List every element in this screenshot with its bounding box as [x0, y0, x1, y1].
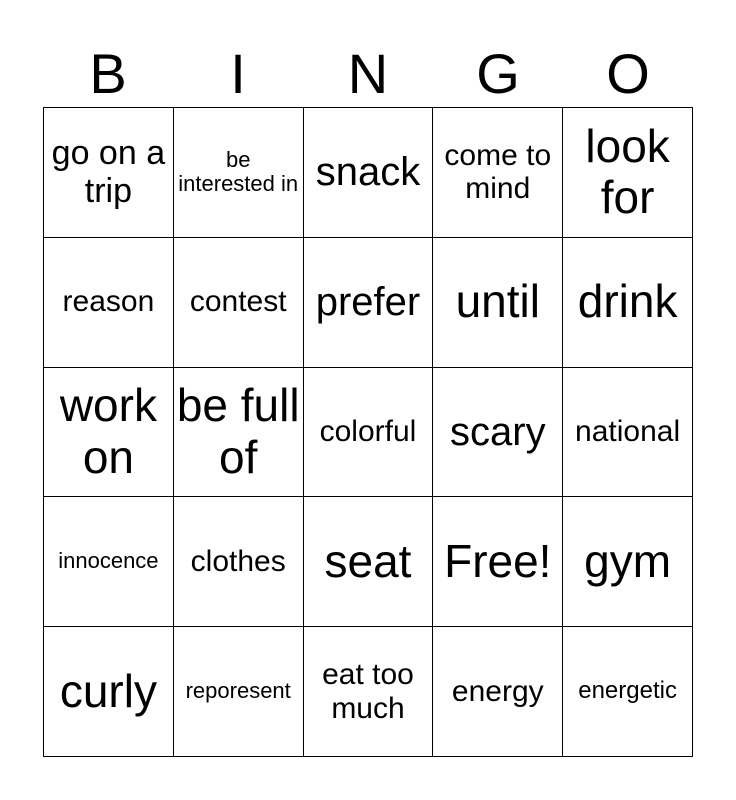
bingo-cell[interactable] — [433, 368, 563, 498]
free-space-cell[interactable] — [433, 497, 563, 627]
bingo-cell[interactable] — [563, 368, 693, 498]
cell-text: innocence — [58, 548, 159, 574]
cell-text: contest — [189, 285, 287, 319]
cell-text: reporesent — [185, 678, 291, 704]
bingo-cell[interactable] — [304, 497, 434, 627]
bingo-cell[interactable] — [44, 108, 174, 238]
cell-text: energy — [451, 674, 544, 708]
bingo-header — [43, 40, 693, 108]
bingo-cell[interactable] — [304, 108, 434, 238]
cell-text: seat — [324, 535, 412, 588]
bingo-cell[interactable] — [44, 627, 174, 757]
free-space-text: Free! — [444, 535, 552, 588]
cell-text: gym — [584, 535, 672, 588]
bingo-cell[interactable] — [174, 238, 304, 368]
header-letter-i: I — [230, 42, 246, 105]
cell-text: go on a trip — [51, 134, 166, 211]
bingo-cell[interactable] — [563, 108, 693, 238]
bingo-cell[interactable] — [174, 368, 304, 498]
header-letter-n: N — [347, 42, 389, 105]
bingo-cell[interactable] — [433, 238, 563, 368]
bingo-cell[interactable] — [433, 108, 563, 238]
cell-text: curly — [59, 664, 157, 717]
bingo-cell[interactable] — [304, 368, 434, 498]
header-letter-g: G — [476, 42, 520, 105]
cell-text: be interested in — [178, 146, 299, 197]
cell-text: scary — [450, 409, 546, 454]
cell-text: clothes — [190, 544, 286, 578]
bingo-cell[interactable] — [563, 627, 693, 757]
cell-text: snack — [315, 150, 421, 194]
bingo-cell[interactable] — [174, 497, 304, 627]
bingo-cell[interactable] — [44, 238, 174, 368]
cell-text: come to mind — [444, 138, 552, 206]
bingo-cell[interactable] — [563, 238, 693, 368]
bingo-cell[interactable] — [174, 627, 304, 757]
bingo-board — [43, 107, 693, 757]
bingo-cell[interactable] — [304, 627, 434, 757]
cell-text: eat too much — [322, 658, 414, 725]
cell-text: be full of — [176, 379, 300, 483]
bingo-cell[interactable] — [44, 368, 174, 498]
bingo-cell[interactable] — [304, 238, 434, 368]
bingo-cell[interactable] — [44, 497, 174, 627]
cell-text: energetic — [578, 677, 677, 705]
cell-text: reason — [62, 285, 155, 319]
cell-text: prefer — [315, 279, 421, 324]
bingo-cell[interactable] — [433, 627, 563, 757]
cell-text: work on — [59, 379, 157, 483]
header-letter-o: O — [606, 42, 650, 105]
cell-text: until — [455, 275, 540, 328]
cell-text: look for — [585, 119, 670, 224]
cell-text: colorful — [319, 415, 417, 449]
bingo-cell[interactable] — [174, 108, 304, 238]
header-letter-b: B — [89, 42, 127, 105]
cell-text: drink — [577, 275, 678, 328]
cell-text: national — [575, 415, 681, 449]
bingo-cell[interactable] — [563, 497, 693, 627]
